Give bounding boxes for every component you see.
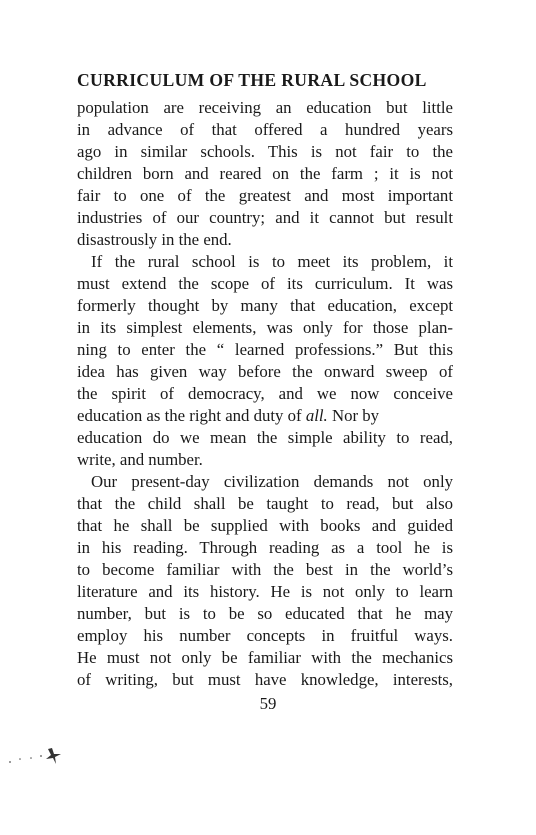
paragraph-first-line: If the rural school is to meet its problem, it bbox=[91, 252, 453, 271]
emphasis-text: all. bbox=[305, 406, 328, 425]
text-line: industries of our country; and it cannot but result bbox=[77, 208, 453, 227]
ink-speck-mark bbox=[4, 745, 84, 767]
text-line: population are receiving an education but little bbox=[77, 98, 453, 117]
text-line: idea has given way before the onward sweep of bbox=[77, 362, 453, 381]
text-line: in his reading. Through reading as a tool he is bbox=[77, 538, 453, 557]
text-line: that the child shall be taught to read, but also bbox=[77, 494, 453, 513]
text-line: number, but is to be so educated that he may bbox=[77, 604, 453, 623]
text-line: in advance of that offered a hundred years bbox=[77, 120, 453, 139]
text-line bbox=[77, 405, 453, 427]
text-line: children born and reared on the farm ; it is not bbox=[77, 164, 453, 183]
text-segment: education as the right and duty of bbox=[77, 406, 306, 425]
text-line: literature and its history. He is not only to learn bbox=[77, 582, 453, 601]
text-line: in its simplest elements, was only for those plan- bbox=[77, 318, 453, 337]
text-line: ago in similar schools. This is not fair to the bbox=[77, 142, 453, 161]
text-line: employ his number concepts in fruitful ways. bbox=[77, 626, 453, 645]
text-line: He must not only be familiar with the mechanics bbox=[77, 648, 453, 667]
page-number: 59 bbox=[259, 694, 277, 713]
text-line: to become familiar with the best in the world’s bbox=[77, 560, 453, 579]
paragraph-first-line: Our present-day civilization demands not only bbox=[91, 472, 453, 491]
text-line: ning to enter the “ learned professions.” But this bbox=[77, 340, 453, 359]
text-line: the spirit of democracy, and we now conceive bbox=[77, 384, 453, 403]
text-line: disastrously in the end. bbox=[77, 230, 232, 249]
text-line: of writing, but must have knowledge, interests, bbox=[77, 670, 453, 689]
text-segment: Nor by bbox=[327, 406, 380, 425]
text-line: that he shall be supplied with books and guided bbox=[77, 516, 453, 535]
text-line: must extend the scope of its curriculum. It was bbox=[77, 274, 453, 293]
running-header: CURRICULUM OF THE RURAL SCHOOL bbox=[77, 70, 427, 90]
text-line: fair to one of the greatest and most important bbox=[77, 186, 453, 205]
text-line: formerly thought by many that education, except bbox=[77, 296, 453, 315]
text-line: education do we mean the simple ability to read, bbox=[77, 428, 453, 447]
text-line: write, and number. bbox=[77, 450, 203, 469]
